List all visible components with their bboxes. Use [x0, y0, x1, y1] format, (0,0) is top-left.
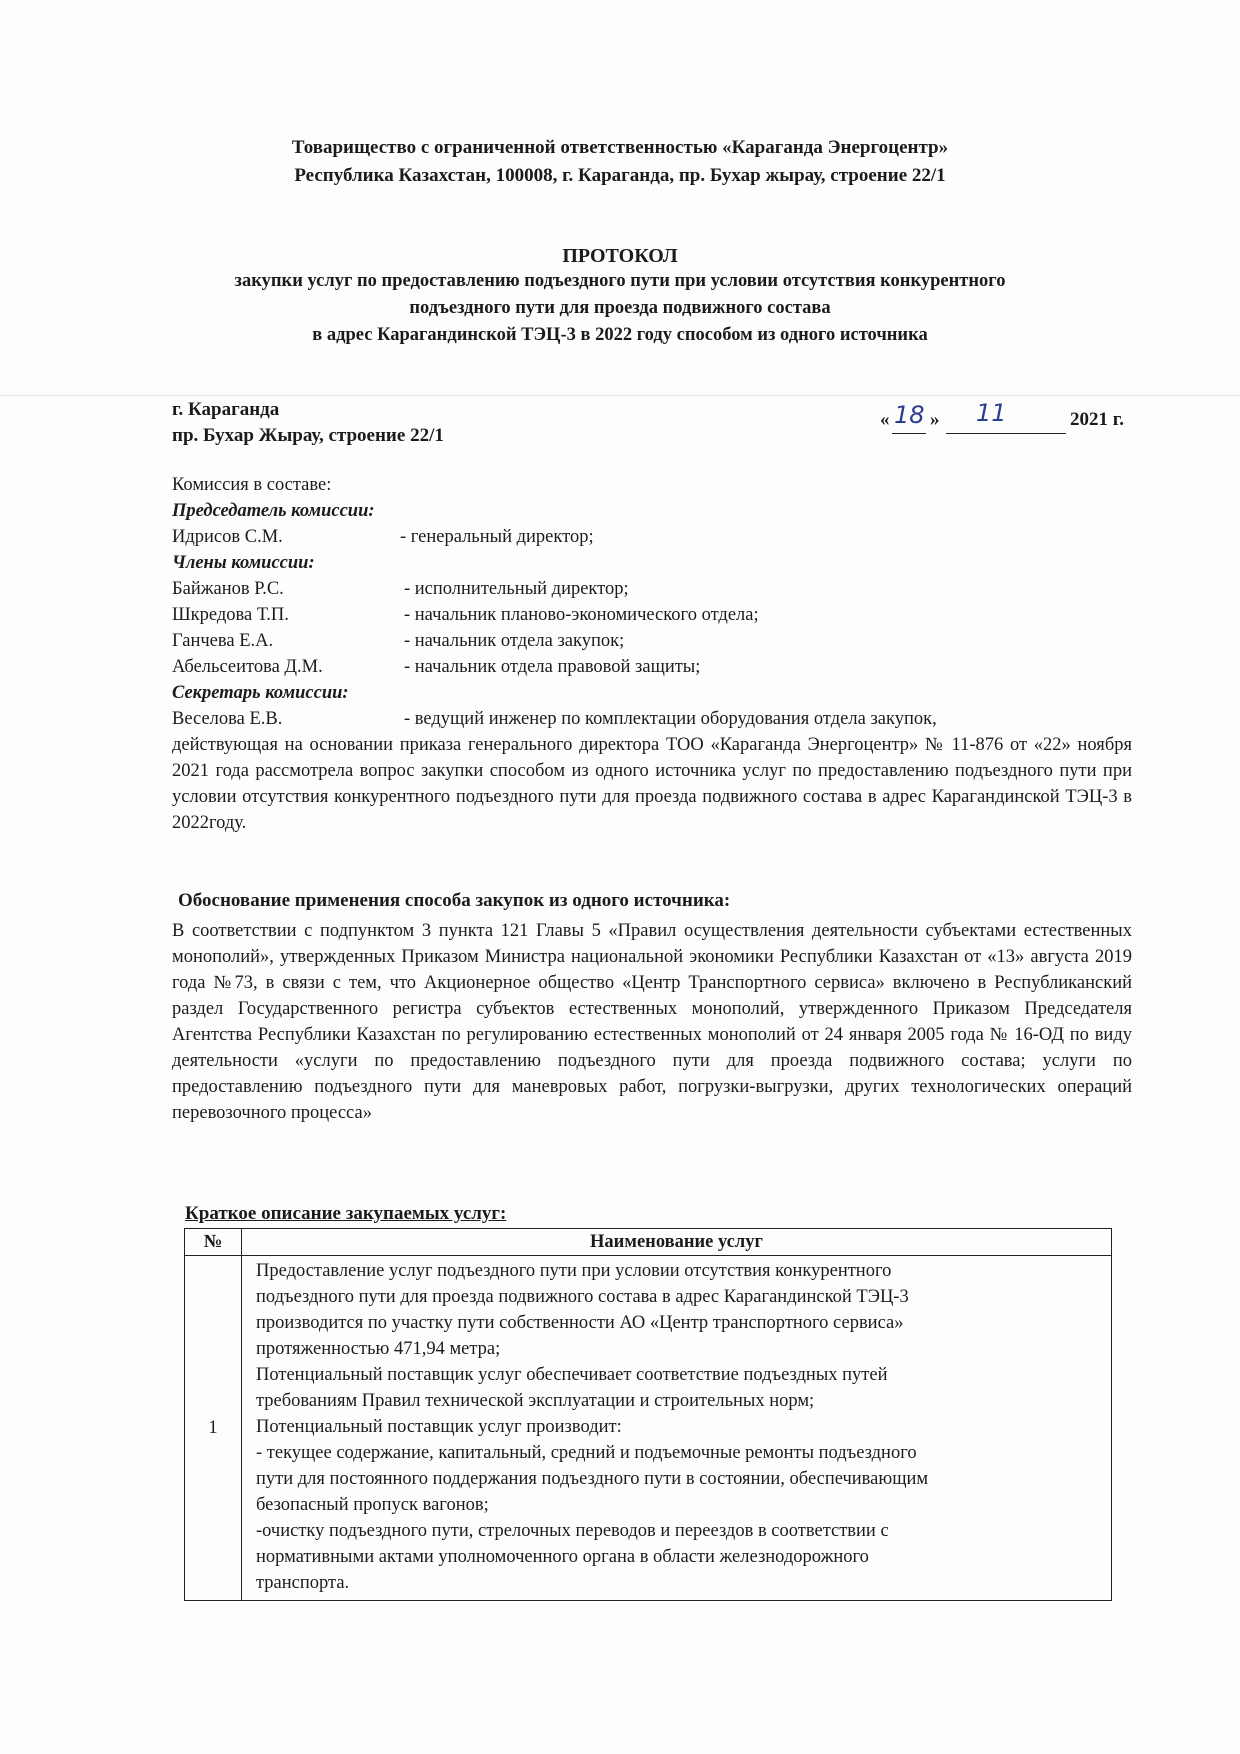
- secretary-row: [172, 706, 1132, 732]
- description-line: производится по участку пути собственности АО «Центр транспортного сервиса»: [256, 1313, 904, 1333]
- member-row: [172, 628, 1132, 654]
- secretary-title: Секретарь комиссии:: [172, 683, 349, 703]
- table-row: [185, 1256, 1112, 1601]
- description-line: безопасный пропуск вагонов;: [256, 1495, 489, 1515]
- org-address: Республика Казахстан, 100008, г. Караганда, пр. Бухар жырау, строение 22/1: [294, 165, 946, 186]
- commission-block: [172, 472, 1132, 836]
- place-street: пр. Бухар Жырау, строение 22/1: [172, 425, 444, 446]
- chair-row: [172, 524, 1132, 550]
- services-table-title: Краткое описание закупаемых услуг:: [185, 1203, 507, 1224]
- member-name: Шкредова Т.П.: [172, 605, 289, 625]
- column-header-service: Наименование услуг: [242, 1229, 1112, 1256]
- chair-name: Идрисов С.М.: [172, 527, 283, 547]
- member-row: [172, 576, 1132, 602]
- column-header-number: №: [185, 1229, 242, 1256]
- description-line: Предоставление услуг подъездного пути при условии отсутствия конкурентного: [256, 1261, 892, 1281]
- description-line: требованиям Правил технической эксплуатации и строительных норм;: [256, 1391, 815, 1411]
- chair-role: - генеральный директор;: [400, 527, 594, 547]
- commission-resolution-text: действующая на основании приказа генерального директора ТОО «Караганда Энергоцентр» № 11-876 от «22» ноября 2021 года рассмотрела вопрос закупки способом из одного источника услуг по предоставлению подъездного пути при условии отсутствия конкурентного подъездного пути для проезда подвижного состава в адрес Карагандинской ТЭЦ-3 в 2022году.: [172, 735, 1132, 833]
- row-number: 1: [185, 1256, 242, 1601]
- member-role: - начальник отдела закупок;: [404, 631, 625, 651]
- document-subtitle: [0, 268, 1240, 349]
- member-name: Абельсеитова Д.М.: [172, 657, 323, 677]
- scan-artifact-line: [0, 395, 1240, 396]
- date-day-underline: [892, 433, 926, 434]
- org-name: Товарищество с ограниченной ответственностью «Караганда Энергоцентр»: [291, 137, 949, 158]
- member-role: - начальник планово-экономического отдела;: [404, 605, 759, 625]
- secretary-name: Веселова Е.В.: [172, 709, 283, 729]
- chair-title: Председатель комиссии:: [172, 501, 375, 521]
- secretary-role: - ведущий инженер по комплектации оборудования отдела закупок,: [404, 709, 937, 729]
- member-role: - начальник отдела правовой защиты;: [404, 657, 701, 677]
- services-table: [184, 1228, 1112, 1601]
- description-line: -очистку подъездного пути, стрелочных переводов и переездов в соответствии с: [256, 1521, 889, 1541]
- members-title: Члены комиссии:: [172, 553, 315, 573]
- subtitle-line: в адрес Карагандинской ТЭЦ-3 в 2022 году способом из одного источника: [312, 325, 928, 345]
- description-line: протяженностью 471,94 метра;: [256, 1339, 501, 1359]
- description-line: подъездного пути для проезда подвижного состава в адрес Карагандинской ТЭЦ-3: [256, 1287, 909, 1307]
- member-row: [172, 602, 1132, 628]
- description-line: Потенциальный поставщик услуг производит:: [256, 1417, 622, 1437]
- date-month-handwritten: 11: [976, 399, 1007, 427]
- justification-heading: Обоснование применения способа закупок из одного источника:: [178, 890, 731, 911]
- date-year: 2021 г.: [1070, 409, 1124, 430]
- date-close-quote: »: [930, 409, 940, 430]
- justification-text: В соответствии с подпунктом 3 пункта 121 Главы 5 «Правил осуществления деятельности субъектами естественных монополий», утвержденных Приказом Министра национальной экономики Республики Казахстан от «13» августа 2019 года №73, в связи с тем, что Акционерное общество «Центр Транспортного сервиса» включено в Республиканский раздел Государственного регистра субъектов естественных монополий, утвержденного Приказом Председателя Агентства Республики Казахстан по регулированию естественных монополий от 24 января 2005 года № 16-ОД по виду деятельности «услуги по предоставлению подъездного пути для проезда подвижного состава; услуги по предоставлению подъездного пути для маневровых работ, погрузки-выгрузки, других технологических операций перевозочного процесса»: [172, 921, 1132, 1123]
- table-header-row: [185, 1229, 1112, 1256]
- place-block: [172, 397, 444, 449]
- date-open-quote: «: [880, 409, 890, 430]
- description-line: пути для постоянного поддержания подъездного пути в состоянии, обеспечивающим: [256, 1469, 929, 1489]
- place-city: г. Караганда: [172, 399, 280, 420]
- date-month-underline: [946, 433, 1066, 434]
- member-role: - исполнительный директор;: [404, 579, 629, 599]
- description-line: - текущее содержание, капитальный, средний и подъемочные ремонты подъездного: [256, 1443, 917, 1463]
- description-line: нормативными актами уполномоченного органа в области железнодорожного: [256, 1547, 869, 1567]
- date-day-handwritten: 18: [894, 401, 925, 429]
- document-title: ПРОТОКОЛ: [562, 245, 678, 267]
- description-line: Потенциальный поставщик услуг обеспечивает соответствие подъездных путей: [256, 1365, 888, 1385]
- document-date: [880, 399, 1140, 437]
- description-line: транспорта.: [256, 1573, 350, 1593]
- member-row: [172, 654, 1132, 680]
- subtitle-line: закупки услуг по предоставлению подъездного пути при условии отсутствия конкурентного: [234, 271, 1006, 291]
- member-name: Байжанов Р.С.: [172, 579, 284, 599]
- subtitle-line: подъездного пути для проезда подвижного состава: [409, 298, 831, 318]
- member-name: Ганчева Е.А.: [172, 631, 274, 651]
- commission-intro: Комиссия в составе:: [172, 475, 332, 495]
- service-description: [242, 1256, 1112, 1601]
